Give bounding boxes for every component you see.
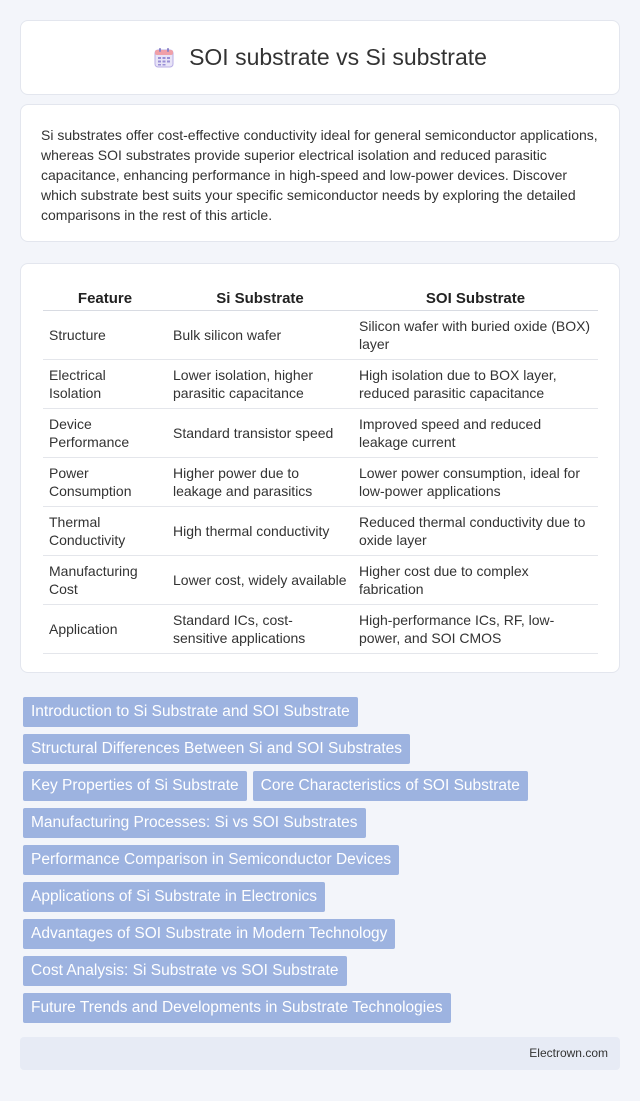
- cell-feature: Thermal Conductivity: [43, 507, 167, 556]
- title-card: [20, 20, 620, 95]
- related-links: [23, 697, 617, 1030]
- table-row: [43, 458, 598, 507]
- cell-soi: High isolation due to BOX layer, reduced parasitic capacitance: [353, 360, 598, 409]
- cell-feature: Device Performance: [43, 409, 167, 458]
- link-core-characteristics-soi[interactable]: Core Characteristics of SOI Substrate: [253, 771, 528, 801]
- cell-feature: Application: [43, 605, 167, 654]
- table-row: [43, 360, 598, 409]
- header-soi: SOI Substrate: [353, 280, 598, 311]
- cell-si: High thermal conductivity: [167, 507, 353, 556]
- link-advantages-soi[interactable]: Advantages of SOI Substrate in Modern Technology: [23, 919, 395, 949]
- link-manufacturing-processes[interactable]: Manufacturing Processes: Si vs SOI Substrates: [23, 808, 366, 838]
- cell-soi: Silicon wafer with buried oxide (BOX) layer: [353, 311, 598, 360]
- footer: [20, 1037, 620, 1070]
- link-structural-differences[interactable]: Structural Differences Between Si and SOI Substrates: [23, 734, 410, 764]
- cell-soi: Lower power consumption, ideal for low-power applications: [353, 458, 598, 507]
- cell-soi: Reduced thermal conductivity due to oxide layer: [353, 507, 598, 556]
- link-future-trends[interactable]: Future Trends and Developments in Substrate Technologies: [23, 993, 451, 1023]
- cell-si: Standard ICs, cost-sensitive applications: [167, 605, 353, 654]
- cell-soi: Higher cost due to complex fabrication: [353, 556, 598, 605]
- link-cost-analysis[interactable]: Cost Analysis: Si Substrate vs SOI Substrate: [23, 956, 347, 986]
- cell-feature: Electrical Isolation: [43, 360, 167, 409]
- comparison-table: [43, 280, 598, 654]
- intro-card: [20, 104, 620, 242]
- cell-feature: Structure: [43, 311, 167, 360]
- cell-si: Lower isolation, higher parasitic capacitance: [167, 360, 353, 409]
- intro-paragraph: Si substrates offer cost-effective conductivity ideal for general semiconductor applications, whereas SOI substrates provide superior electrical isolation and reduced parasitic capacitance, enhancing performance in high-speed and low-power devices. Discover which substrate best suits your specific semiconductor needs by exploring the detailed comparisons in the rest of this article.: [41, 127, 598, 223]
- table-row: [43, 409, 598, 458]
- cell-si: Lower cost, widely available: [167, 556, 353, 605]
- calendar-icon: [153, 47, 175, 69]
- cell-feature: Power Consumption: [43, 458, 167, 507]
- cell-si: Higher power due to leakage and parasitics: [167, 458, 353, 507]
- link-introduction[interactable]: Introduction to Si Substrate and SOI Substrate: [23, 697, 358, 727]
- page-title: SOI substrate vs Si substrate: [189, 44, 487, 70]
- cell-feature: Manufacturing Cost: [43, 556, 167, 605]
- cell-soi: Improved speed and reduced leakage current: [353, 409, 598, 458]
- link-applications-si[interactable]: Applications of Si Substrate in Electronics: [23, 882, 325, 912]
- table-header-row: [43, 280, 598, 311]
- table-row: [43, 605, 598, 654]
- table-row: [43, 507, 598, 556]
- header-feature: Feature: [43, 280, 167, 311]
- comparison-card: [20, 263, 620, 673]
- cell-si: Bulk silicon wafer: [167, 311, 353, 360]
- table-row: [43, 556, 598, 605]
- cell-soi: High-performance ICs, RF, low-power, and SOI CMOS: [353, 605, 598, 654]
- header-si: Si Substrate: [167, 280, 353, 311]
- cell-si: Standard transistor speed: [167, 409, 353, 458]
- link-performance-comparison[interactable]: Performance Comparison in Semiconductor Devices: [23, 845, 399, 875]
- table-row: [43, 311, 598, 360]
- footer-source: Electrown.com: [529, 1046, 608, 1060]
- link-key-properties-si[interactable]: Key Properties of Si Substrate: [23, 771, 247, 801]
